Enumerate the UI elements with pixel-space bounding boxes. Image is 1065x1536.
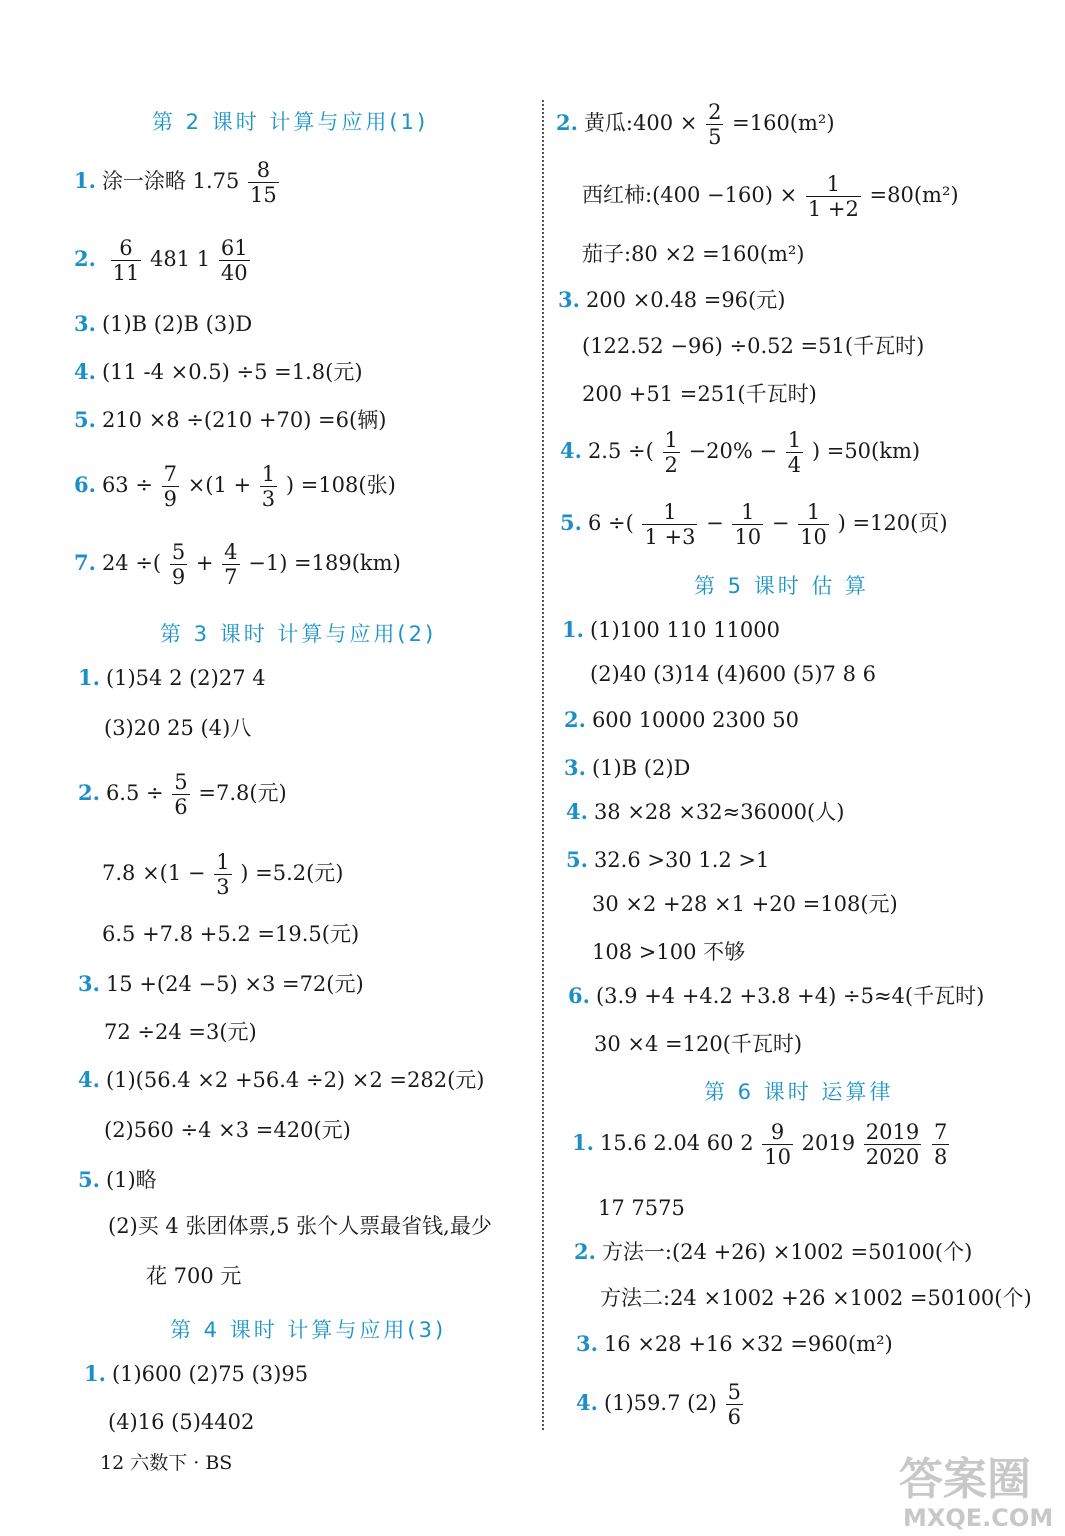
answer-3-2a: 2. 6.5 ÷ $\frac{5}{6}$ =7.8(元) — [78, 770, 287, 819]
answer-r3b: (122.52 −96) ÷0.52 =51(千瓦时) — [582, 334, 925, 358]
answer-5-1b: (2)40 (3)14 (4)600 (5)7 8 6 — [590, 662, 876, 686]
answer-2-2: 2. $\frac{6}{11}$ 481 1 $\frac{61}{40}$ — [74, 236, 248, 285]
watermark-logo — [889, 1442, 1059, 1532]
page-footer: 12 六数下 · BS — [100, 1452, 233, 1474]
answer-r5: 5. 6 ÷( $\frac{1}{1 +3}$ − $\frac{1}{10}$ − $\frac{1}{10}$ ) =120(页) — [560, 500, 948, 549]
answer-5-2: 2. 600 10000 2300 50 — [564, 707, 800, 732]
heading-lesson-3: 第 3 课时 计算与应用(2) — [160, 622, 437, 646]
watermark-url: MXQE.COM — [903, 1504, 1054, 1532]
answer-r4: 4. 2.5 ÷( $\frac{1}{2}$ −20% − $\frac{1}{4}$ ) =50(km) — [560, 428, 921, 477]
answer-r3c: 200 +51 =251(千瓦时) — [582, 382, 817, 406]
answer-r2a: 2. 黄瓜:400 × $\frac{2}{5}$ =160(m²) — [556, 100, 835, 149]
answer-6-4: 4. (1)59.7 (2) $\frac{5}{6}$ — [576, 1380, 741, 1429]
answer-5-5b: 30 ×2 +28 ×1 +20 =108(元) — [592, 892, 898, 916]
answer-4-1b: (4)16 (5)4402 — [108, 1410, 255, 1434]
answer-3-2c: 6.5 +7.8 +5.2 =19.5(元) — [102, 922, 360, 946]
answer-3-2b: 7.8 ×(1 − $\frac{1}{3}$ ) =5.2(元) — [102, 850, 344, 899]
answer-r3a: 3. 200 ×0.48 =96(元) — [558, 287, 786, 312]
answer-4-1a: 1. (1)600 (2)75 (3)95 — [84, 1361, 309, 1386]
answer-2-6: 6. 63 ÷ $\frac{7}{9}$ ×(1 + $\frac{1}{3}$ ) =108(张) — [74, 462, 396, 511]
answer-3-5c: 花 700 元 — [146, 1264, 242, 1288]
heading-lesson-2: 第 2 课时 计算与应用(1) — [152, 110, 429, 134]
answer-5-5c: 108 >100 不够 — [592, 940, 746, 964]
answer-6-3: 3. 16 ×28 +16 ×32 =960(m²) — [576, 1331, 893, 1356]
answer-5-1a: 1. (1)100 110 11000 — [562, 617, 781, 642]
answer-3-4b: (2)560 ÷4 ×3 =420(元) — [104, 1118, 351, 1142]
answer-3-5b: (2)买 4 张团体票,5 张个人票最省钱,最少 — [108, 1214, 492, 1238]
answer-5-3: 3. (1)B (2)D — [564, 755, 691, 780]
answer-2-4: 4. (11 -4 ×0.5) ÷5 =1.8(元) — [74, 359, 363, 384]
answer-2-3: 3. (1)B (2)B (3)D — [74, 311, 253, 336]
heading-lesson-4: 第 4 课时 计算与应用(3) — [170, 1318, 447, 1342]
answer-6-2b: 方法二:24 ×1002 +26 ×1002 =50100(个) — [600, 1286, 1032, 1310]
answer-6-1a: 1. 15.6 2.04 60 2 $\frac{9}{10}$ 2019 $\frac{2019}{2020}$ $\frac{7}{8}$ — [572, 1120, 948, 1169]
answer-2-5: 5. 210 ×8 ÷(210 +70) =6(辆) — [74, 407, 387, 432]
answer-5-5a: 5. 32.6 >30 1.2 >1 — [566, 847, 770, 872]
answer-3-1b: (3)20 25 (4)八 — [104, 716, 252, 740]
answer-2-7: 7. 24 ÷( $\frac{5}{9}$ + $\frac{4}{7}$ −1) =189(km) — [74, 540, 401, 589]
answer-6-1b: 17 7575 — [598, 1196, 685, 1220]
answer-5-6b: 30 ×4 =120(千瓦时) — [594, 1032, 803, 1056]
answer-2-1: 1. 涂一涂略 1.75 $\frac{8}{15}$ — [74, 158, 277, 207]
column-divider — [542, 100, 544, 1430]
answer-3-4a: 4. (1)(56.4 ×2 +56.4 ÷2) ×2 =282(元) — [78, 1067, 485, 1092]
answer-5-4: 4. 38 ×28 ×32≈36000(人) — [566, 799, 845, 824]
answer-3-3a: 3. 15 +(24 −5) ×3 =72(元) — [78, 971, 364, 996]
answer-3-5a: 5. (1)略 — [78, 1167, 157, 1192]
answer-r2b: 西红柿:(400 −160) × $\frac{1}{1 +2}$ =80(m²) — [582, 172, 959, 221]
answer-3-3b: 72 ÷24 =3(元) — [104, 1020, 257, 1044]
watermark-text: 答案圈 — [899, 1454, 1031, 1505]
answer-5-6a: 6. (3.9 +4 +4.2 +3.8 +4) ÷5≈4(千瓦时) — [568, 983, 985, 1008]
heading-lesson-5: 第 5 课时 估 算 — [694, 574, 870, 598]
heading-lesson-6: 第 6 课时 运算律 — [704, 1080, 894, 1104]
answer-6-2a: 2. 方法一:(24 +26) ×1002 =50100(个) — [574, 1239, 973, 1264]
answer-3-1a: 1. (1)54 2 (2)27 4 — [78, 665, 266, 690]
answer-r2c: 茄子:80 ×2 =160(m²) — [582, 242, 805, 266]
